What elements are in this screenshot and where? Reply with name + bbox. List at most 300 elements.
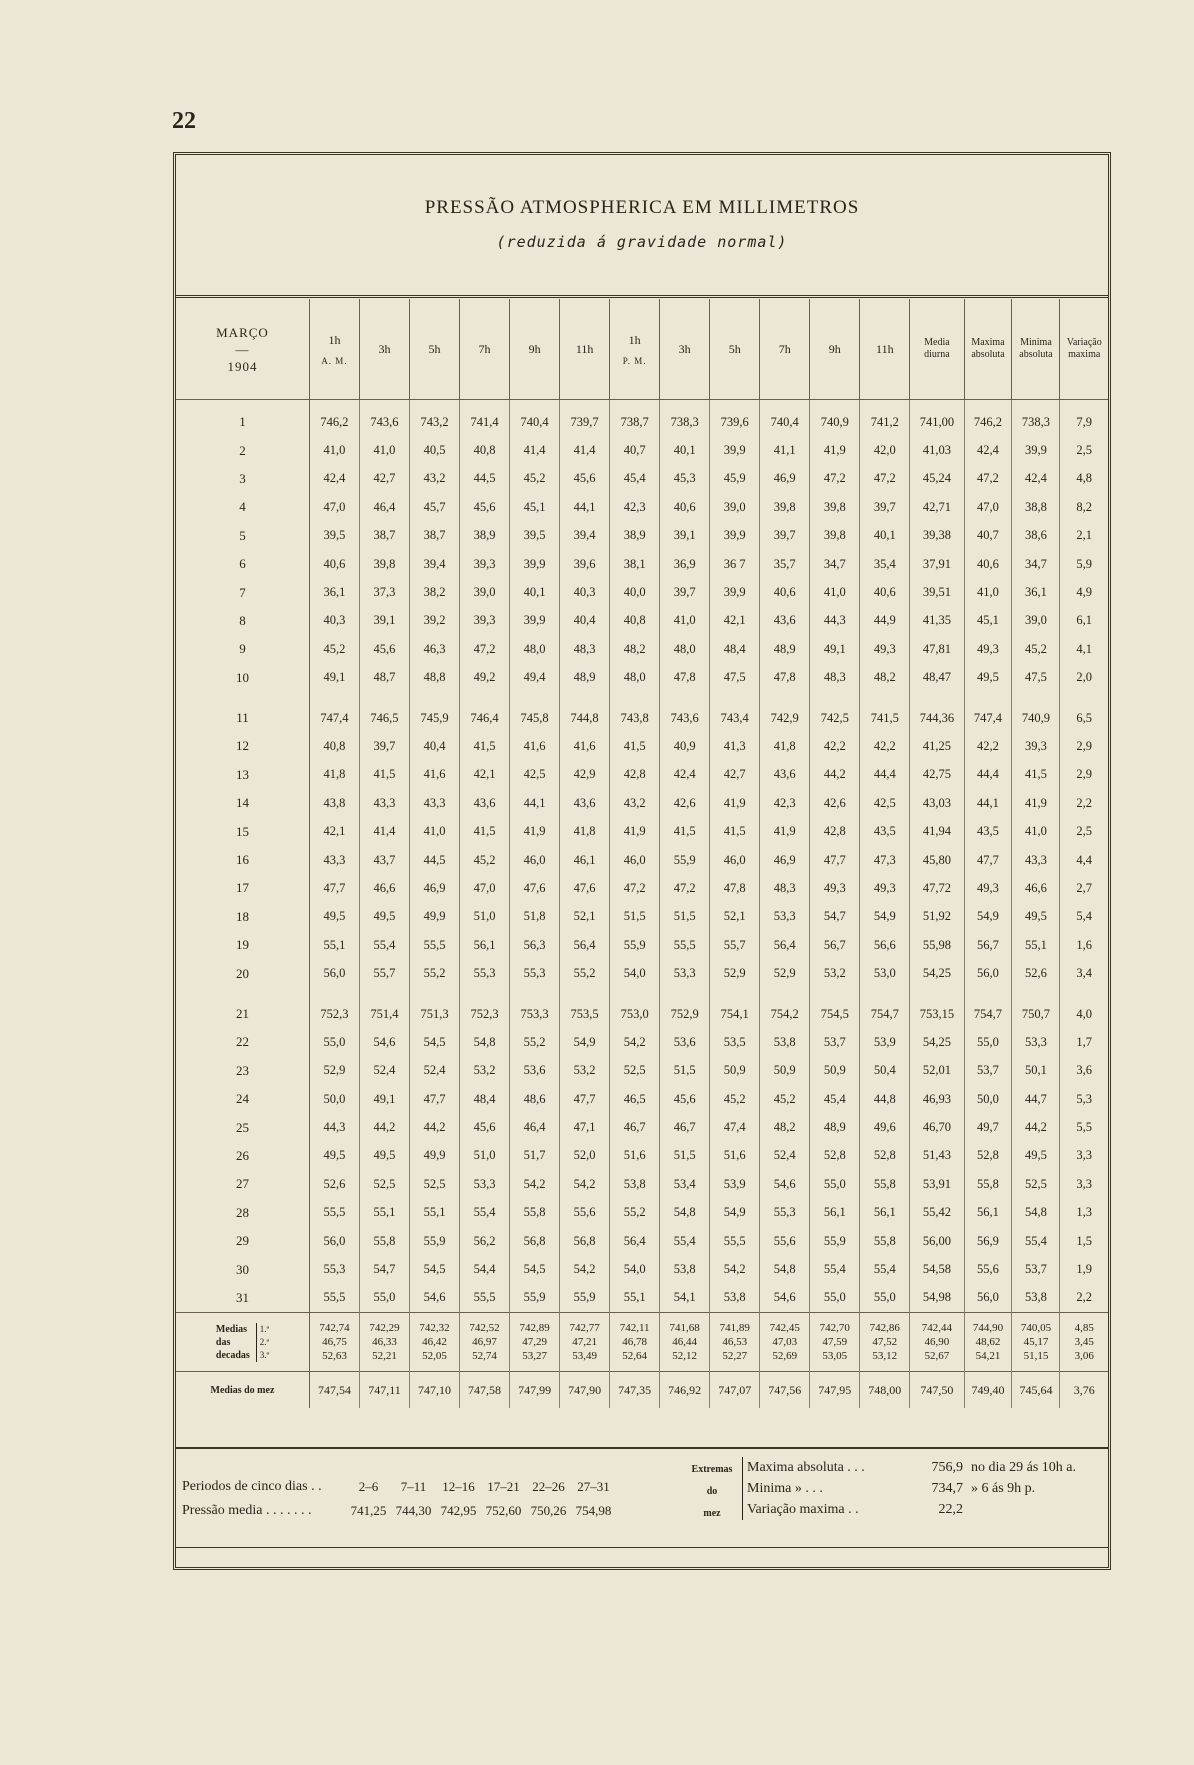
column-header xyxy=(410,299,460,400)
value-cell: 44,1 xyxy=(510,789,560,817)
value-cell: 5,5 xyxy=(1076,1120,1093,1135)
column-header-label: 3h xyxy=(378,341,391,356)
column-header xyxy=(710,299,760,400)
value-cell: 51,8 xyxy=(510,903,560,931)
value-cell: 41,9 xyxy=(760,817,810,845)
value-cell: 743,8 xyxy=(610,704,660,732)
decade-means-cell xyxy=(359,1313,409,1372)
value-cell: 43,3 xyxy=(309,846,359,874)
table-body xyxy=(176,400,1108,1409)
title-box xyxy=(176,155,1108,298)
value-cell: 752,3 xyxy=(309,1000,359,1028)
value-cell: 52,4 xyxy=(359,1057,409,1085)
value-cell: 41,9 xyxy=(810,436,860,464)
table-row xyxy=(176,578,1108,606)
value-cell: 38,9 xyxy=(460,522,510,550)
value-cell: 40,8 xyxy=(460,436,510,464)
decade-mean-value: 742,89 xyxy=(519,1322,550,1335)
value-cell: 49,3 xyxy=(964,874,1012,902)
value-cell: 49,5 xyxy=(359,903,409,931)
column-header-label: 5h xyxy=(428,341,441,356)
value-cell: 39,8 xyxy=(810,522,860,550)
value-cell: 52,8 xyxy=(860,1142,910,1170)
decade-means-cell xyxy=(810,1313,860,1372)
value-cell: 53,7 xyxy=(1012,1255,1060,1283)
value-cell: 41,4 xyxy=(560,436,610,464)
column-header xyxy=(610,299,660,400)
value-cell: 742,9 xyxy=(760,704,810,732)
column-header-label: 9h xyxy=(828,341,841,356)
value-cell: 52,4 xyxy=(760,1142,810,1170)
value-cell: 2,1 xyxy=(1076,528,1093,543)
value-cell: 53,8 xyxy=(660,1255,710,1283)
value-cell: 739,6 xyxy=(710,400,760,437)
column-header-label: 11h xyxy=(575,341,594,356)
column-header xyxy=(510,299,560,400)
value-cell: 38,7 xyxy=(359,522,409,550)
value-cell: 43,6 xyxy=(560,789,610,817)
value-cell: 49,9 xyxy=(410,1142,460,1170)
table-frame xyxy=(173,152,1111,1570)
column-header-label: 7h xyxy=(778,341,791,356)
value-cell: 54,6 xyxy=(760,1170,810,1198)
value-cell: 48,9 xyxy=(560,664,610,692)
value-cell: 55,5 xyxy=(309,1284,359,1313)
decade-mean-value: 3,45 xyxy=(1074,1336,1094,1349)
value-cell: 39,1 xyxy=(660,522,710,550)
value-cell: 56,4 xyxy=(560,931,610,959)
value-cell: 41,6 xyxy=(410,761,460,789)
value-cell: 42,2 xyxy=(964,732,1012,760)
day-cell: 31 xyxy=(176,1284,309,1313)
day-cell: 5 xyxy=(176,522,309,550)
value-cell: 51,6 xyxy=(610,1142,660,1170)
value-cell: 48,47 xyxy=(910,664,964,692)
value-cell: 34,7 xyxy=(810,550,860,578)
value-cell: 42,6 xyxy=(660,789,710,817)
spacer-cell xyxy=(309,692,359,704)
value-cell: 746,4 xyxy=(460,704,510,732)
value-cell: 55,0 xyxy=(810,1170,860,1198)
decade-mean-value: 3,06 xyxy=(1074,1350,1094,1363)
value-cell: 52,01 xyxy=(910,1057,964,1085)
value-cell: 55,8 xyxy=(860,1227,910,1255)
value-cell: 744,8 xyxy=(560,704,610,732)
value-cell: 45,80 xyxy=(910,846,964,874)
period-cell: 2–6 xyxy=(358,1479,379,1494)
spacer-cell xyxy=(1012,988,1060,1000)
value-cell: 45,2 xyxy=(760,1085,810,1113)
value-cell: 50,9 xyxy=(760,1057,810,1085)
value-cell: 1,5 xyxy=(1076,1233,1093,1248)
value-cell: 738,3 xyxy=(1012,400,1060,437)
value-cell: 46,0 xyxy=(510,846,560,874)
value-cell: 47,5 xyxy=(710,664,760,692)
value-cell: 45,2 xyxy=(510,465,560,493)
value-cell: 40,4 xyxy=(410,732,460,760)
value-cell: 45,1 xyxy=(510,493,560,521)
value-cell: 48,2 xyxy=(860,664,910,692)
value-cell: 55,0 xyxy=(309,1028,359,1056)
extremes-title-line: do xyxy=(706,1486,718,1497)
value-cell: 53,4 xyxy=(660,1170,710,1198)
value-cell: 4,8 xyxy=(1076,471,1093,486)
value-cell: 45,4 xyxy=(810,1085,860,1113)
value-cell: 754,7 xyxy=(964,1000,1012,1028)
value-cell: 52,5 xyxy=(410,1170,460,1198)
day-cell: 13 xyxy=(176,761,309,789)
value-cell: 53,3 xyxy=(760,903,810,931)
value-cell: 43,03 xyxy=(910,789,964,817)
value-cell: 54,58 xyxy=(910,1255,964,1283)
column-header-label: Minima absoluta xyxy=(1019,337,1053,360)
value-cell: 55,8 xyxy=(510,1199,560,1227)
value-cell: 743,2 xyxy=(410,400,460,437)
value-cell: 39,0 xyxy=(1012,607,1060,635)
month-mean-value: 747,56 xyxy=(760,1372,810,1409)
value-cell: 45,6 xyxy=(359,635,409,663)
value-cell: 5,9 xyxy=(1076,556,1093,571)
value-cell: 45,2 xyxy=(710,1085,760,1113)
value-cell: 46,9 xyxy=(410,874,460,902)
value-cell: 45,24 xyxy=(910,465,964,493)
page-number: 22 xyxy=(172,108,196,134)
value-cell: 1,3 xyxy=(1076,1205,1093,1220)
value-cell: 49,3 xyxy=(964,635,1012,663)
value-cell: 40,8 xyxy=(309,732,359,760)
pressure-table xyxy=(176,299,1108,1408)
value-cell: 55,6 xyxy=(964,1255,1012,1283)
value-cell: 36 7 xyxy=(710,550,760,578)
value-cell: 54,9 xyxy=(964,903,1012,931)
value-cell: 54,9 xyxy=(560,1028,610,1056)
month-mean-value: 747,58 xyxy=(460,1372,510,1409)
value-cell: 738,7 xyxy=(610,400,660,437)
table-row xyxy=(176,903,1108,931)
footer xyxy=(176,1447,1108,1569)
value-cell: 741,2 xyxy=(860,400,910,437)
value-cell: 39,9 xyxy=(510,607,560,635)
value-cell: 53,91 xyxy=(910,1170,964,1198)
value-cell: 50,9 xyxy=(810,1057,860,1085)
value-cell: 53,9 xyxy=(710,1170,760,1198)
value-cell: 49,1 xyxy=(359,1085,409,1113)
value-cell: 48,3 xyxy=(810,664,860,692)
value-cell: 52,9 xyxy=(710,959,760,987)
spacer-cell xyxy=(510,988,560,1000)
value-cell: 41,5 xyxy=(460,817,510,845)
value-cell: 51,5 xyxy=(660,1057,710,1085)
day-cell: 27 xyxy=(176,1170,309,1198)
month-mean-value: 747,10 xyxy=(410,1372,460,1409)
spacer-cell xyxy=(760,692,810,704)
value-cell: 42,8 xyxy=(610,761,660,789)
value-cell: 41,9 xyxy=(510,817,560,845)
spacer-cell xyxy=(660,692,710,704)
decade-mean-value: 52,21 xyxy=(372,1350,397,1363)
value-cell: 38,6 xyxy=(1012,522,1060,550)
value-cell: 55,7 xyxy=(710,931,760,959)
value-cell: 54,5 xyxy=(510,1255,560,1283)
period-cell: 27–31 xyxy=(577,1479,610,1494)
value-cell: 50,9 xyxy=(710,1057,760,1085)
value-cell: 43,2 xyxy=(610,789,660,817)
value-cell: 46,6 xyxy=(1012,874,1060,902)
value-cell: 753,0 xyxy=(610,1000,660,1028)
month-mean-value: 747,99 xyxy=(510,1372,560,1409)
value-cell: 53,3 xyxy=(460,1170,510,1198)
day-cell: 6 xyxy=(176,550,309,578)
value-cell: 45,1 xyxy=(964,607,1012,635)
value-cell: 46,7 xyxy=(660,1113,710,1141)
value-cell: 747,4 xyxy=(309,704,359,732)
value-cell: 2,2 xyxy=(1076,795,1093,810)
value-cell: 46,3 xyxy=(410,635,460,663)
day-cell: 24 xyxy=(176,1085,309,1113)
value-cell: 55,5 xyxy=(710,1227,760,1255)
value-cell: 55,6 xyxy=(760,1227,810,1255)
value-cell: 39,7 xyxy=(359,732,409,760)
value-cell: 6,5 xyxy=(1076,710,1093,725)
value-cell: 42,4 xyxy=(1012,465,1060,493)
table-row xyxy=(176,931,1108,959)
value-cell: 2,9 xyxy=(1076,767,1093,782)
month-mean-value: 747,50 xyxy=(910,1372,964,1409)
extreme-label: Variação maxima . . xyxy=(747,1501,859,1517)
spacer-cell xyxy=(610,988,660,1000)
value-cell: 48,6 xyxy=(510,1085,560,1113)
decade-means-cell xyxy=(1012,1313,1060,1372)
decade-mean-value: 742,70 xyxy=(819,1322,850,1335)
day-cell: 29 xyxy=(176,1227,309,1255)
value-cell: 753,3 xyxy=(510,1000,560,1028)
value-cell: 740,4 xyxy=(760,400,810,437)
value-cell: 42,1 xyxy=(309,817,359,845)
value-cell: 56,4 xyxy=(610,1227,660,1255)
value-cell: 39,3 xyxy=(460,550,510,578)
spacer-cell xyxy=(910,692,964,704)
value-cell: 54,25 xyxy=(910,1028,964,1056)
value-cell: 55,9 xyxy=(610,931,660,959)
value-cell: 49,9 xyxy=(410,903,460,931)
spacer-cell xyxy=(660,988,710,1000)
value-cell: 55,5 xyxy=(410,931,460,959)
value-cell: 44,2 xyxy=(359,1113,409,1141)
value-cell: 53,5 xyxy=(710,1028,760,1056)
value-cell: 48,3 xyxy=(560,635,610,663)
value-cell: 52,5 xyxy=(359,1170,409,1198)
value-cell: 46,70 xyxy=(910,1113,964,1141)
value-cell: 2,2 xyxy=(1076,1290,1093,1305)
value-cell: 56,1 xyxy=(964,1199,1012,1227)
value-cell: 745,8 xyxy=(510,704,560,732)
value-cell: 40,9 xyxy=(660,732,710,760)
day-cell: 19 xyxy=(176,931,309,959)
column-header-label: Variação maxima xyxy=(1066,337,1102,360)
month-mean-value: 747,35 xyxy=(610,1372,660,1409)
month-means-row xyxy=(176,1372,1108,1409)
value-cell: 47,7 xyxy=(410,1085,460,1113)
column-header xyxy=(309,299,359,400)
value-cell: 40,1 xyxy=(860,522,910,550)
value-cell: 754,7 xyxy=(860,1000,910,1028)
day-cell: 21 xyxy=(176,1000,309,1028)
period-cell: 7–11 xyxy=(400,1479,427,1494)
value-cell: 54,2 xyxy=(610,1028,660,1056)
value-cell: 740,9 xyxy=(810,400,860,437)
month-year: 1904 xyxy=(227,358,258,374)
decade-means-cell xyxy=(410,1313,460,1372)
value-cell: 41,8 xyxy=(309,761,359,789)
value-cell: 39,7 xyxy=(760,522,810,550)
value-cell: 53,8 xyxy=(1012,1284,1060,1313)
value-cell: 54,2 xyxy=(510,1170,560,1198)
column-header-label: Maxima absoluta xyxy=(971,337,1005,360)
value-cell: 54,0 xyxy=(610,1255,660,1283)
column-header xyxy=(660,299,710,400)
table-row xyxy=(176,400,1108,437)
value-cell: 41,35 xyxy=(910,607,964,635)
value-cell: 44,9 xyxy=(860,607,910,635)
value-cell: 55,1 xyxy=(309,931,359,959)
value-cell: 54,25 xyxy=(910,959,964,987)
value-cell: 49,7 xyxy=(964,1113,1012,1141)
value-cell: 56,1 xyxy=(810,1199,860,1227)
value-cell: 2,5 xyxy=(1076,443,1093,458)
value-cell: 49,5 xyxy=(309,1142,359,1170)
value-cell: 35,7 xyxy=(760,550,810,578)
value-cell: 47,6 xyxy=(560,874,610,902)
extremes-title xyxy=(684,1459,740,1525)
value-cell: 42,8 xyxy=(810,817,860,845)
spacer-cell xyxy=(1060,988,1108,1000)
value-cell: 54,2 xyxy=(710,1255,760,1283)
value-cell: 48,0 xyxy=(610,664,660,692)
value-cell: 1,7 xyxy=(1076,1034,1093,1049)
value-cell: 56,8 xyxy=(510,1227,560,1255)
decade-index: 3.ª xyxy=(259,1349,270,1360)
value-cell: 56,0 xyxy=(309,1227,359,1255)
column-header xyxy=(964,299,1012,400)
value-cell: 49,2 xyxy=(460,664,510,692)
value-cell: 743,4 xyxy=(710,704,760,732)
spacer-cell xyxy=(610,692,660,704)
value-cell: 42,5 xyxy=(510,761,560,789)
month-mean-value: 747,11 xyxy=(359,1372,409,1409)
value-cell: 53,6 xyxy=(660,1028,710,1056)
value-cell: 55,8 xyxy=(964,1170,1012,1198)
value-cell: 744,36 xyxy=(910,704,964,732)
spacer-cell xyxy=(1012,692,1060,704)
decade-mean-value: 742,77 xyxy=(569,1322,600,1335)
value-cell: 43,8 xyxy=(309,789,359,817)
value-cell: 53,9 xyxy=(860,1028,910,1056)
value-cell: 4,0 xyxy=(1076,1006,1093,1021)
table-row xyxy=(176,959,1108,987)
decade-mean-value: 53,12 xyxy=(872,1350,898,1363)
decade-mean-value: 46,75 xyxy=(322,1336,347,1349)
decade-mean-value: 46,33 xyxy=(372,1336,397,1349)
extreme-row xyxy=(747,1499,1107,1520)
decade-mean-value: 742,11 xyxy=(619,1322,650,1335)
value-cell: 41,5 xyxy=(1012,761,1060,789)
value-cell: 741,00 xyxy=(910,400,964,437)
value-cell: 753,15 xyxy=(910,1000,964,1028)
value-cell: 43,3 xyxy=(410,789,460,817)
value-cell: 46,7 xyxy=(610,1113,660,1141)
value-cell: 54,8 xyxy=(1012,1199,1060,1227)
value-cell: 41,1 xyxy=(760,436,810,464)
value-cell: 8,2 xyxy=(1076,499,1093,514)
value-cell: 44,5 xyxy=(460,465,510,493)
value-cell: 47,2 xyxy=(860,465,910,493)
value-cell: 55,8 xyxy=(860,1170,910,1198)
decade-means-row xyxy=(176,1313,1108,1372)
decade-means-cell xyxy=(964,1313,1012,1372)
day-cell: 4 xyxy=(176,493,309,521)
decade-mean-value: 52,64 xyxy=(622,1350,648,1363)
value-cell: 55,0 xyxy=(810,1284,860,1313)
value-cell: 740,4 xyxy=(510,400,560,437)
spacer-cell xyxy=(560,988,610,1000)
column-header xyxy=(760,299,810,400)
decade-mean-value: 742,86 xyxy=(869,1322,900,1335)
decade-mean-value: 742,44 xyxy=(921,1322,953,1335)
value-cell: 44,4 xyxy=(964,761,1012,789)
value-cell: 53,7 xyxy=(964,1057,1012,1085)
value-cell: 3,3 xyxy=(1076,1148,1093,1163)
value-cell: 49,5 xyxy=(1012,1142,1060,1170)
value-cell: 43,3 xyxy=(359,789,409,817)
decade-means-cell xyxy=(610,1313,660,1372)
table-row xyxy=(176,607,1108,635)
column-header-period: P. M. xyxy=(622,355,647,366)
spacer-cell xyxy=(860,988,910,1000)
day-cell: 30 xyxy=(176,1255,309,1283)
value-cell: 55,4 xyxy=(460,1199,510,1227)
decade-means-cell xyxy=(660,1313,710,1372)
value-cell: 55,2 xyxy=(510,1028,560,1056)
spacer-cell xyxy=(460,692,510,704)
value-cell: 42,4 xyxy=(660,761,710,789)
decade-means-label-cell xyxy=(176,1313,309,1372)
value-cell: 54,8 xyxy=(660,1199,710,1227)
table-row xyxy=(176,761,1108,789)
value-cell: 56,7 xyxy=(810,931,860,959)
spacer-cell xyxy=(910,988,964,1000)
column-header-label: 11h xyxy=(876,341,894,356)
value-cell: 740,9 xyxy=(1012,704,1060,732)
day-cell: 10 xyxy=(176,664,309,692)
decade-mean-value: 741,89 xyxy=(719,1322,750,1335)
value-cell: 48,8 xyxy=(410,664,460,692)
value-cell: 44,1 xyxy=(560,493,610,521)
value-cell: 53,8 xyxy=(760,1028,810,1056)
value-cell: 53,3 xyxy=(660,959,710,987)
value-cell: 56,1 xyxy=(860,1199,910,1227)
value-cell: 52,9 xyxy=(760,959,810,987)
column-header-label: 3h xyxy=(678,341,691,356)
decade-mean-value: 46,78 xyxy=(622,1336,648,1349)
table-row xyxy=(176,704,1108,732)
value-cell: 40,5 xyxy=(410,436,460,464)
value-cell: 54,0 xyxy=(610,959,660,987)
spacer-cell xyxy=(710,988,760,1000)
value-cell: 44,3 xyxy=(810,607,860,635)
table-row xyxy=(176,522,1108,550)
value-cell: 48,4 xyxy=(710,635,760,663)
value-cell: 55,9 xyxy=(810,1227,860,1255)
